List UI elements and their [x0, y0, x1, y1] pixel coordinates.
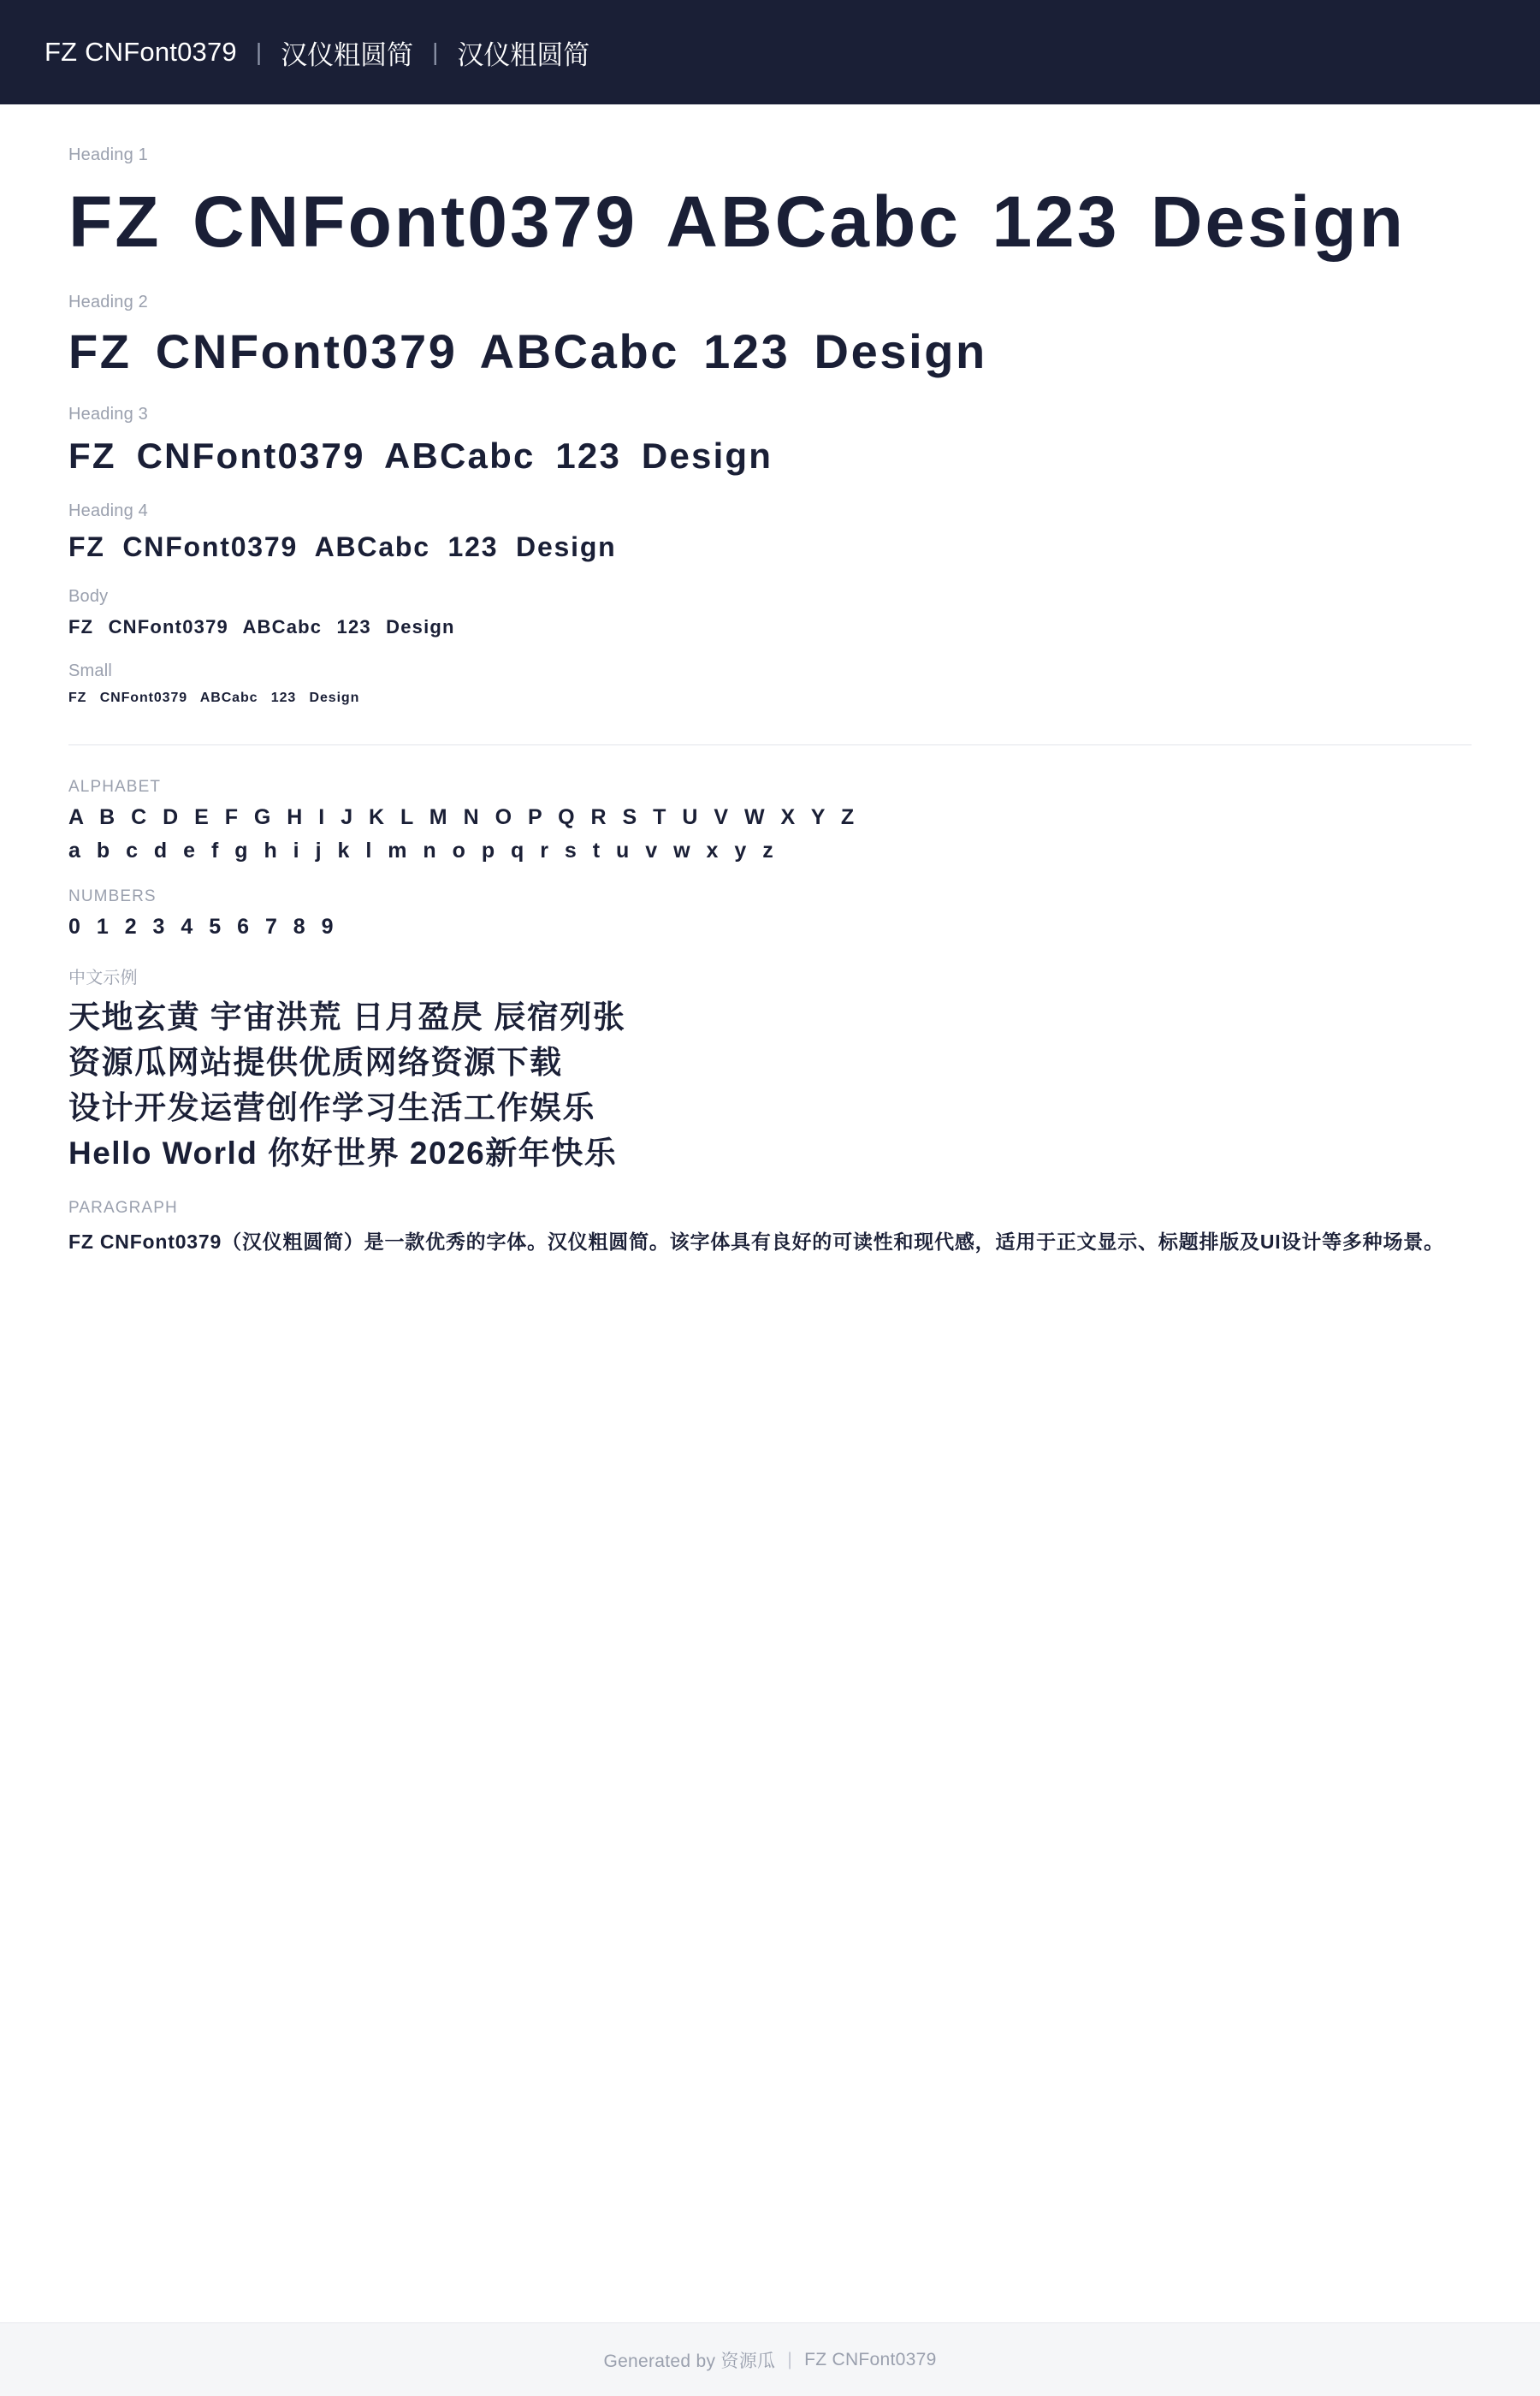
header-cn-name-2: 汉仪粗圆简 [457, 39, 590, 70]
specimen-label: Small [68, 661, 113, 680]
specimen-heading-4 [68, 501, 1472, 565]
footer-generated-by: Generated by 资源瓜 [603, 2351, 776, 2371]
page-footer [0, 2322, 1540, 2396]
paragraph-text: FZ CNFont0379（汉仪粗圆简）是一款优秀的字体。汉仪粗圆简。该字体具有良好的可读性和现代感，适用于正文显示、标题排版及UI设计等多种场景。 [68, 1230, 1444, 1253]
chinese-sample-line: 资源瓜网站提供优质网络资源下载 [68, 1045, 563, 1081]
header-cn-name-1: 汉仪粗圆简 [281, 39, 414, 70]
numbers-section [68, 887, 1472, 940]
header-font-name: FZ CNFont0379 [44, 37, 237, 67]
paragraph-section [68, 1199, 1472, 1258]
alphabet-lowercase: a b c d e f g h i j k l m n o p q r s t u v w x y z [68, 839, 779, 863]
specimen-sample-text: FZ CNFont0379 ABCabc 123 Design [68, 436, 773, 477]
section-divider [68, 744, 1472, 745]
alphabet-uppercase: A B C D E F G H I J K L M N O P Q R S T U V W X Y Z [68, 805, 860, 830]
footer-font-name: FZ CNFont0379 [804, 2349, 937, 2369]
specimen-label: Heading 1 [68, 145, 148, 164]
specimen-sample-text: FZ CNFont0379 ABCabc 123 Design [68, 324, 987, 379]
specimen-heading-1 [68, 145, 1472, 270]
numbers-label: NUMBERS [68, 887, 157, 906]
header-separator-2: | [432, 39, 439, 65]
specimen-sample-text: FZ CNFont0379 ABCabc 123 Design [68, 181, 1406, 262]
specimen-heading-2 [68, 293, 1472, 383]
specimen-content [0, 104, 1540, 1258]
footer-separator: | [787, 2349, 793, 2369]
header-separator-1: | [255, 39, 263, 65]
specimen-heading-3 [68, 405, 1472, 479]
chinese-sample-line: 设计开发运营创作学习生活工作娱乐 [68, 1090, 595, 1126]
alphabet-label: ALPHABET [68, 778, 162, 797]
chinese-sample-line: Hello World 你好世界 2026新年快乐 [68, 1135, 618, 1171]
specimen-sample-text: FZ CNFont0379 ABCabc 123 Design [68, 615, 455, 638]
specimen-sample-text: FZ CNFont0379 ABCabc 123 Design [68, 531, 617, 562]
numbers-digits: 0 1 2 3 4 5 6 7 8 9 [68, 915, 339, 940]
chinese-sample-line: 天地玄黄 宇宙洪荒 日月盈昃 辰宿列张 [68, 999, 626, 1035]
specimen-small [68, 661, 1472, 707]
chinese-sample-section [68, 964, 1472, 1174]
specimen-label: Heading 2 [68, 293, 148, 312]
specimen-body [68, 587, 1472, 639]
paragraph-label: PARAGRAPH [68, 1198, 178, 1217]
specimen-sample-text: FZ CNFont0379 ABCabc 123 Design [68, 690, 360, 705]
alphabet-section [68, 778, 1472, 863]
specimen-label: Body [68, 586, 109, 606]
specimen-label: Heading 4 [68, 501, 148, 520]
page-header [0, 0, 1540, 104]
specimen-label: Heading 3 [68, 405, 148, 424]
chinese-sample-label: 中文示例 [68, 969, 138, 988]
